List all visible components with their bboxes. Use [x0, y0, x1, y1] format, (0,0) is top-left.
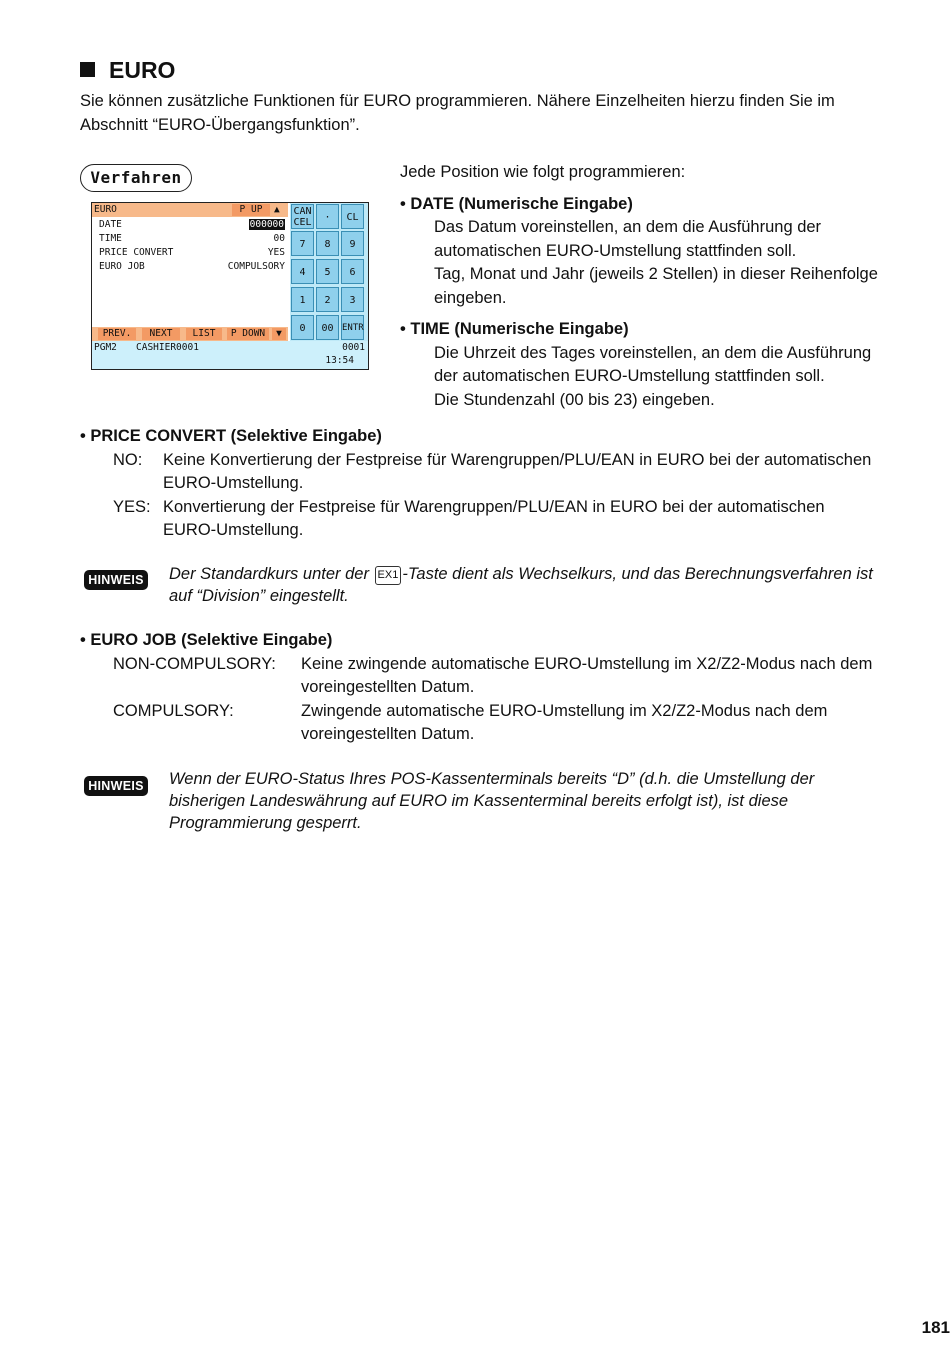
status-cashier: CASHIER0001 — [136, 342, 199, 353]
list-button[interactable]: LIST — [186, 328, 222, 340]
option-label: YES: — [113, 497, 151, 516]
option-line: voreingestellten Datum. — [301, 725, 475, 743]
cancel-key-line: CAN — [293, 206, 312, 217]
option-line: Konvertierung der Festpreise für Warengruppen/PLU/EAN in EURO bei der automatischen — [163, 497, 825, 516]
price-option-yes — [80, 496, 940, 543]
square-bullet-icon — [80, 62, 95, 77]
prev-button[interactable]: PREV. — [98, 328, 136, 340]
enter-key[interactable]: ENTR — [341, 315, 364, 340]
note-text: bisherigen Landeswährung auf EURO im Kassenterminal bereits erfolgt ist), ist diese — [169, 792, 789, 810]
procedure-label: Verfahren — [80, 164, 192, 192]
date-line: Das Datum voreinstellen, an dem die Ausführung der — [434, 218, 822, 236]
job-option-non-compulsory — [80, 653, 940, 700]
key-1[interactable]: 1 — [291, 287, 314, 312]
cancel-key-line: CEL — [293, 217, 312, 228]
note-text: Wenn der EURO-Status Ihres POS-Kassenterminals bereits “D” (d.h. die Umstellung der — [169, 770, 815, 788]
key-7[interactable]: 7 — [291, 231, 314, 256]
screen-row-time[interactable] — [99, 233, 285, 246]
key-0[interactable]: 0 — [291, 315, 314, 340]
row-value: YES — [267, 247, 285, 258]
euro-job-section — [80, 629, 940, 747]
option-line: Keine Konvertierung der Festpreise für Warengruppen/PLU/EAN in EURO bei der automatischen — [163, 450, 872, 469]
arrow-down-icon[interactable]: ▼ — [272, 328, 286, 340]
dot-key[interactable]: · — [316, 204, 339, 229]
next-button[interactable]: NEXT — [142, 328, 180, 340]
note-text: auf “Division” eingestellt. — [169, 587, 349, 605]
time-heading: • TIME (Numerische Eingabe) — [400, 320, 629, 338]
screen-row-price-convert[interactable] — [99, 247, 285, 260]
intro-paragraph — [80, 90, 835, 137]
key-00[interactable]: 00 — [316, 315, 339, 340]
note-1 — [169, 563, 939, 607]
row-key: DATE — [99, 219, 122, 230]
option-label: NON-COMPULSORY: — [113, 654, 276, 673]
key-4[interactable]: 4 — [291, 259, 314, 284]
option-line: voreingestellten Datum. — [301, 678, 475, 696]
row-key: TIME — [99, 233, 122, 244]
date-heading: • DATE (Numerische Eingabe) — [400, 194, 633, 213]
page-number: 181 — [921, 1318, 950, 1337]
pos-screen — [91, 202, 369, 370]
row-value: COMPULSORY — [227, 261, 285, 272]
arrow-up-icon[interactable]: ▲ — [274, 204, 280, 215]
option-line: EURO-Umstellung. — [163, 521, 304, 539]
price-heading: • PRICE CONVERT (Selektive Eingabe) — [80, 427, 382, 445]
section-title — [80, 57, 175, 84]
price-option-no — [80, 449, 940, 496]
keypad — [290, 203, 368, 341]
screen-row-euro-job[interactable] — [99, 261, 285, 274]
page-down-button[interactable]: P DOWN — [227, 328, 269, 340]
note-2 — [169, 768, 939, 834]
hinweis-badge: HINWEIS — [84, 570, 148, 590]
cancel-key[interactable] — [291, 204, 314, 229]
section-title-text: EURO — [109, 57, 176, 83]
option-label: COMPULSORY: — [113, 701, 234, 720]
clear-key[interactable]: CL — [341, 204, 364, 229]
option-line: Keine zwingende automatische EURO-Umstellung im X2/Z2-Modus nach dem — [301, 654, 873, 673]
status-mode: PGM2 — [94, 342, 117, 353]
screen-header — [92, 203, 288, 217]
page-up-button[interactable]: P UP — [232, 204, 270, 216]
date-line: automatischen EURO-Umstellung stattfinden soll. — [434, 241, 797, 260]
time-line: der automatischen EURO-Umstellung stattfinden soll. — [434, 367, 825, 385]
ex1-key-icon: EX1 — [375, 566, 402, 585]
key-8[interactable]: 8 — [316, 231, 339, 256]
status-bar — [92, 341, 368, 369]
date-line: Tag, Monat und Jahr (jeweils 2 Stellen) in dieser Reihenfolge — [434, 265, 878, 283]
intro-line: Abschnitt “EURO-Übergangsfunktion”. — [80, 115, 360, 134]
right-column — [400, 161, 940, 412]
option-line: EURO-Umstellung. — [163, 474, 304, 492]
date-line: eingeben. — [434, 288, 507, 307]
note-text: Der Standardkurs unter der — [169, 565, 374, 583]
key-2[interactable]: 2 — [316, 287, 339, 312]
key-5[interactable]: 5 — [316, 259, 339, 284]
price-convert-section — [80, 425, 940, 543]
date-description — [400, 216, 940, 310]
time-description — [400, 342, 940, 413]
status-time: 13:54 — [325, 355, 354, 366]
option-label: NO: — [113, 450, 143, 469]
key-6[interactable]: 6 — [341, 259, 364, 284]
job-heading: • EURO JOB (Selektive Eingabe) — [80, 631, 333, 649]
note-text: -Taste dient als Wechselkurs, und das Berechnungsverfahren ist — [402, 565, 873, 583]
status-number: 0001 — [342, 342, 365, 353]
note-text: Programmierung gesperrt. — [169, 814, 362, 832]
row-key: PRICE CONVERT — [99, 247, 174, 258]
time-line: Die Stundenzahl (00 bis 23) eingeben. — [434, 390, 715, 409]
row-value: 00 — [273, 233, 285, 244]
job-option-compulsory — [80, 700, 940, 747]
screen-row-date[interactable] — [99, 219, 285, 232]
time-line: Die Uhrzeit des Tages voreinstellen, an dem die Ausführung — [434, 343, 872, 362]
option-line: Zwingende automatische EURO-Umstellung im X2/Z2-Modus nach dem — [301, 701, 828, 720]
key-9[interactable]: 9 — [341, 231, 364, 256]
screen-header-title: EURO — [94, 204, 117, 215]
row-value-selected[interactable]: 000000 — [249, 219, 284, 230]
row-key: EURO JOB — [99, 261, 145, 272]
function-bar — [92, 327, 288, 341]
hinweis-badge: HINWEIS — [84, 776, 148, 796]
right-intro: Jede Position wie folgt programmieren: — [400, 163, 686, 181]
intro-line: Sie können zusätzliche Funktionen für EURO programmieren. Nähere Einzelheiten hierzu finden Sie im — [80, 92, 835, 110]
key-3[interactable]: 3 — [341, 287, 364, 312]
